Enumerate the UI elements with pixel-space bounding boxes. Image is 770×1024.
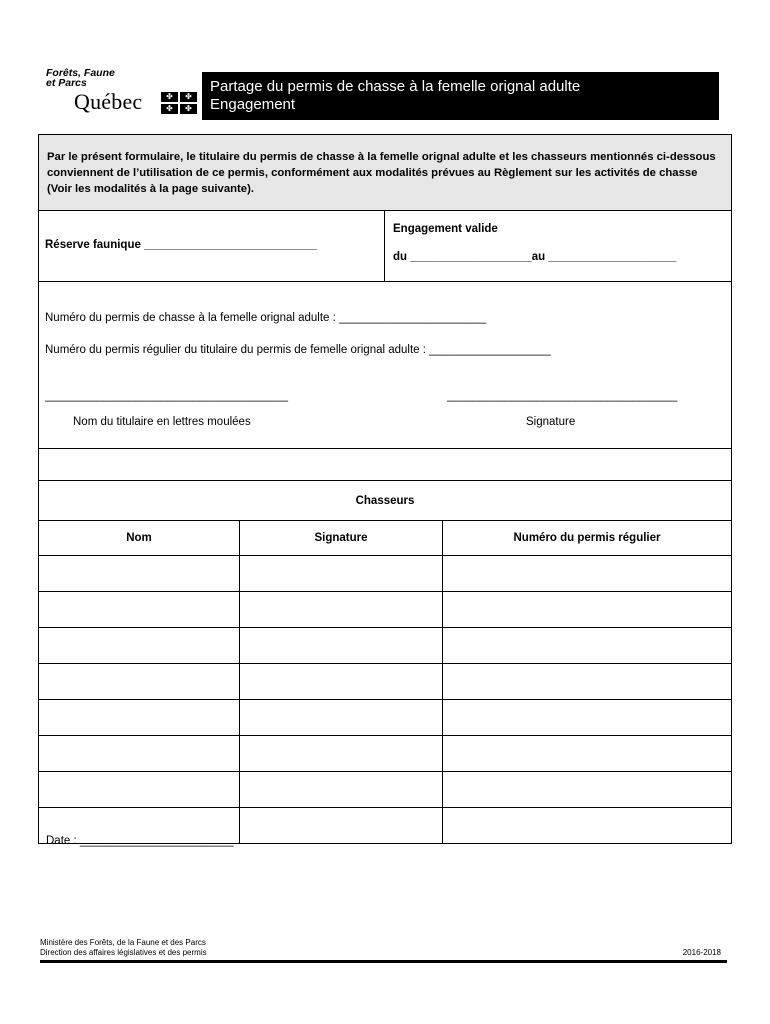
table-row bbox=[39, 664, 731, 700]
nom-cell[interactable] bbox=[39, 772, 240, 808]
signature-cell[interactable] bbox=[240, 556, 443, 592]
footer-ministry: Ministère des Forêts, de la Faune et des Parcs bbox=[40, 938, 206, 947]
footer-direction: Direction des affaires législatives et des permis bbox=[40, 948, 207, 957]
titulaire-name-line[interactable]: ______________________________________ bbox=[45, 390, 289, 402]
form-title-bar bbox=[202, 72, 719, 120]
fleur-de-lis-flag-icon: ✤ ✤ ✤ ✤ bbox=[161, 92, 197, 114]
quebec-logo bbox=[46, 68, 204, 120]
nom-cell[interactable] bbox=[39, 628, 240, 664]
table-row bbox=[39, 736, 731, 772]
numero-permis-cell[interactable] bbox=[443, 592, 732, 628]
numero-permis-cell[interactable] bbox=[443, 772, 732, 808]
signature-cell[interactable] bbox=[240, 772, 443, 808]
footer-year: 2016-2018 bbox=[682, 948, 721, 957]
table-row bbox=[39, 592, 731, 628]
engagement-dates-field[interactable]: du ___________________au ____________________ bbox=[393, 251, 677, 263]
chasseurs-title: Chasseurs bbox=[39, 481, 731, 521]
engagement-valide-cell bbox=[385, 211, 731, 281]
numero-permis-cell[interactable] bbox=[443, 808, 732, 844]
signature-cell[interactable] bbox=[240, 736, 443, 772]
signature-cell[interactable] bbox=[240, 808, 443, 844]
table-row bbox=[39, 556, 731, 592]
org-name-line2: et Parcs bbox=[46, 77, 87, 89]
permis-section bbox=[39, 282, 731, 449]
column-header-nom: Nom bbox=[39, 521, 240, 556]
intro-paragraph: Par le présent formulaire, le titulaire du permis de chasse à la femelle orignal adulte et les chasseurs mentionnés ci-dessous conviennent de l’utilisation de ce permis, conformément aux modalités prévues au Règlement sur les activités de chasse (Voir les modalités à la page suivante). bbox=[39, 135, 731, 211]
form-title: Partage du permis de chasse à la femelle orignal adulte bbox=[210, 78, 581, 95]
signature-cell[interactable] bbox=[240, 700, 443, 736]
nom-cell[interactable] bbox=[39, 700, 240, 736]
signature-cell[interactable] bbox=[240, 592, 443, 628]
column-header-signature: Signature bbox=[240, 521, 443, 556]
form-subtitle: Engagement bbox=[210, 96, 296, 113]
org-name-line1: Forêts, Faune bbox=[46, 67, 115, 79]
table-row bbox=[39, 628, 731, 664]
signature-caption: Signature bbox=[526, 416, 576, 428]
titulaire-name-caption: Nom du titulaire en lettres moulées bbox=[73, 416, 251, 428]
footer bbox=[40, 938, 725, 958]
signature-cell[interactable] bbox=[240, 664, 443, 700]
permis-femelle-number-field[interactable]: Numéro du permis de chasse à la femelle orignal adulte : _______________________ bbox=[45, 312, 487, 324]
reserve-faunique-field[interactable]: Réserve faunique ___________________________ bbox=[39, 211, 385, 281]
quebec-wordmark: Québec bbox=[74, 89, 143, 114]
numero-permis-cell[interactable] bbox=[443, 556, 732, 592]
footer-divider bbox=[40, 960, 727, 963]
engagement-valide-label: Engagement valide bbox=[393, 223, 498, 235]
blank-row bbox=[39, 449, 731, 481]
table-row bbox=[39, 700, 731, 736]
nom-cell[interactable] bbox=[39, 664, 240, 700]
reserve-engagement-row bbox=[39, 211, 731, 282]
numero-permis-cell[interactable] bbox=[443, 628, 732, 664]
chasseurs-table bbox=[39, 481, 731, 843]
table-row bbox=[39, 772, 731, 808]
permis-regulier-number-field[interactable]: Numéro du permis régulier du titulaire du permis de femelle orignal adulte : ___________________ bbox=[45, 344, 551, 356]
nom-cell[interactable] bbox=[39, 592, 240, 628]
signature-cell[interactable] bbox=[240, 628, 443, 664]
date-field[interactable]: Date : ________________________ bbox=[46, 835, 234, 847]
nom-cell[interactable] bbox=[39, 736, 240, 772]
numero-permis-cell[interactable] bbox=[443, 664, 732, 700]
numero-permis-cell[interactable] bbox=[443, 700, 732, 736]
numero-permis-cell[interactable] bbox=[443, 736, 732, 772]
nom-cell[interactable] bbox=[39, 556, 240, 592]
column-header-numero-permis: Numéro du permis régulier bbox=[443, 521, 732, 556]
titulaire-signature-line[interactable]: ____________________________________ bbox=[447, 390, 678, 402]
engagement-form bbox=[38, 134, 732, 844]
